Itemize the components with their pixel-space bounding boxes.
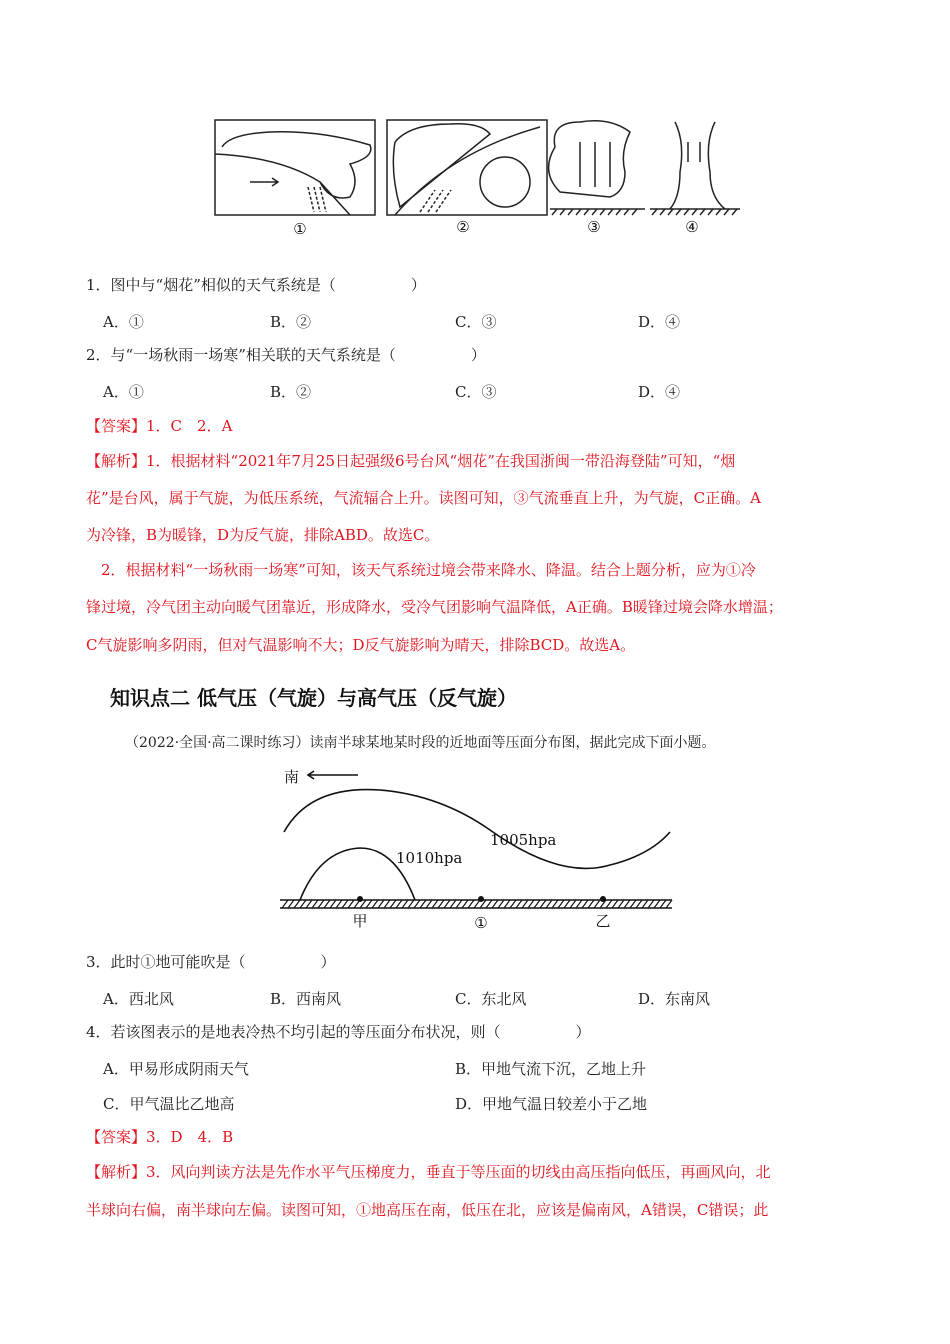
ground-hatch [522,900,528,908]
figure1-label-3: ③ [587,218,601,236]
ground-hatch [618,900,624,908]
q3-option-a: A．西北风 [103,990,174,1008]
q1-option-a: A．① [103,313,144,331]
ground-hatch [564,900,570,908]
ground-hatch [606,900,612,908]
ground-hatch [666,900,672,908]
analysis-line: C气旋影响多阴雨，但对气温影响不大；D反气旋影响为晴天，排除BCD。故选A。 [86,636,636,654]
ground-hatch [438,900,444,908]
q1-option-b: B．② [270,313,312,331]
ground-hatch [660,900,666,908]
question-1-stem: 1．图中与“烟花”相似的天气系统是（ ） [86,276,426,294]
figure1-label-1: ① [293,220,307,238]
direction-label: 南 [284,768,300,786]
ground-hatch [534,900,540,908]
ground-hatch [450,900,456,908]
ground-hatch [648,900,654,908]
ground-hatch [432,900,438,908]
q3-option-d: D．东南风 [638,990,711,1008]
ground-hatch [570,900,576,908]
ground-hatch [636,900,642,908]
answer-1-2: 【答案】1．C 2．A [86,417,233,435]
ground-hatch [282,900,288,908]
ground-hatch [594,900,600,908]
analysis-line: 为冷锋，B为暖锋，D为反气旋，排除ABD。故选C。 [86,526,440,544]
point-yi: 乙 [595,912,611,930]
ground-hatch [306,900,312,908]
analysis-line: 2．根据材料“一场秋雨一场寒”可知，该天气系统过境会带来降水、降温。结合上题分析，应为①冷 [86,561,756,579]
analysis-line: 【解析】3．风向判读方法是先作水平气压梯度力，垂直于等压面的切线由高压指向低压，再画风向，北 [86,1163,771,1181]
ground-hatch [414,900,420,908]
ground-hatch [408,900,414,908]
ground-hatch [582,900,588,908]
q1-option-d: D．④ [638,313,681,331]
ground-hatch [516,900,522,908]
ground-hatch [624,900,630,908]
q1-option-c: C．③ [455,313,497,331]
analysis-line: 锋过境，冷气团主动向暖气团靠近，形成降水，受冷气团影响气温降低，A正确。B暖锋过境会降水增温； [86,598,783,616]
isobar-label-1010: 1010hpa [396,849,463,867]
ground-hatch [342,900,348,908]
question-4-stem: 4．若该图表示的是地表冷热不均引起的等压面分布状况，则（ ） [86,1023,591,1041]
isobar-diagram [270,760,690,940]
point-1: ① [474,914,488,932]
ground-hatch [396,900,402,908]
ground-hatch [642,900,648,908]
ground-hatch [330,900,336,908]
ground-hatch [486,900,492,908]
source-text: （2022·全国·高二课时练习）读南半球某地某时段的近地面等压面分布图，据此完成下面小题。 [125,735,716,751]
ground-hatch [552,900,558,908]
q2-option-b: B．② [270,383,312,401]
ground-hatch [558,900,564,908]
ground-hatch [378,900,384,908]
q3-option-c: C．东北风 [455,990,527,1008]
ground-hatch [444,900,450,908]
ground-hatch [420,900,426,908]
ground-hatch [324,900,330,908]
ground-hatch [546,900,552,908]
ground-hatch [312,900,318,908]
ground-hatch [288,900,294,908]
ground-hatch [390,900,396,908]
isobar-label-1005: 1005hpa [490,831,557,849]
analysis-line: 【解析】1．根据材料“2021年7月25日起强级6号台风“烟花”在我国浙闽一带沿海登陆”可知，“烟 [86,452,736,470]
ground-hatch [504,900,510,908]
ground-hatch [468,900,474,908]
q4-option-c: C．甲气温比乙地高 [103,1095,235,1113]
q2-option-c: C．③ [455,383,497,401]
ground-hatch [456,900,462,908]
ground-hatch [318,900,324,908]
ground-hatch [366,900,372,908]
answer-3-4: 【答案】3．D 4．B [86,1128,234,1146]
analysis-line: 半球向右偏，南半球向左偏。读图可知，①地高压在南，低压在北，应该是偏南风，A错误，C错误；此 [86,1201,769,1219]
q3-option-b: B．西南风 [270,990,342,1008]
q4-option-b: B．甲地气流下沉，乙地上升 [455,1060,647,1078]
ground-hatch [654,900,660,908]
section-heading: 知识点二 低气压（气旋）与高气压（反气旋） [110,686,517,710]
ground-hatch [498,900,504,908]
q4-option-a: A．甲易形成阴雨天气 [103,1060,249,1078]
q4-option-d: D．甲地气温日较差小于乙地 [455,1095,648,1113]
ground-hatch [630,900,636,908]
ground-hatch [300,900,306,908]
ground-hatch [492,900,498,908]
question-3-stem: 3．此时①地可能吹是（ ） [86,953,336,971]
ground-hatch [336,900,342,908]
ground-hatch [384,900,390,908]
ground-hatch [372,900,378,908]
ground-hatch [588,900,594,908]
q2-option-d: D．④ [638,383,681,401]
ground-hatch [294,900,300,908]
ground-hatch [528,900,534,908]
ground-hatch [510,900,516,908]
ground-hatch [462,900,468,908]
question-2-stem: 2．与“一场秋雨一场寒”相关联的天气系统是（ ） [86,346,486,364]
ground-hatch [402,900,408,908]
point-jia: 甲 [352,912,368,930]
ground-hatch [576,900,582,908]
ground-hatch [540,900,546,908]
ground-hatch [612,900,618,908]
figure1-label-2: ② [456,218,470,236]
q2-option-a: A．① [103,383,144,401]
ground-hatch [426,900,432,908]
analysis-line: 花”是台风，属于气旋，为低压系统，气流辐合上升。读图可知，③气流垂直上升，为气旋，C正确。A [86,489,761,507]
weather-systems-figure [210,112,750,242]
ground-hatch [348,900,354,908]
figure1-label-4: ④ [685,218,699,236]
